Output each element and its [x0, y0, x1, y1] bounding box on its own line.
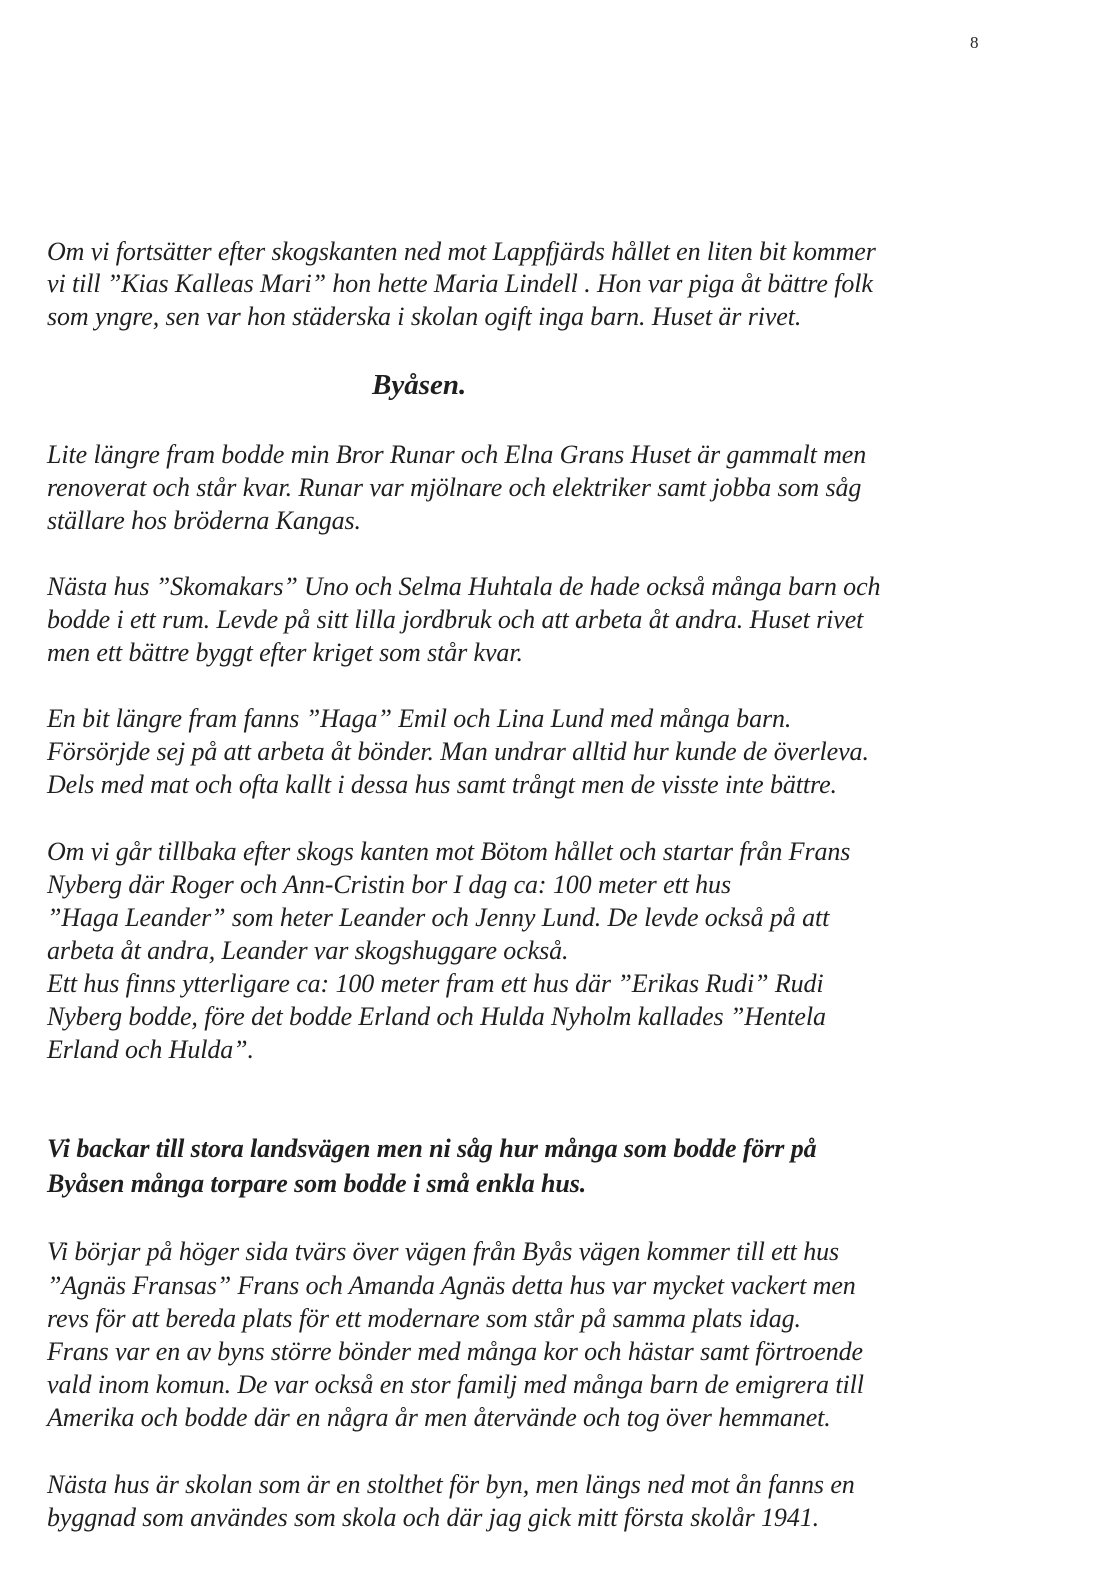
text-line: ”Haga Leander” som heter Leander och Jenny Lund. De levde också på att [47, 903, 830, 932]
text-line: Nästa hus är skolan som är en stolthet för byn, men längs ned mot ån fanns en [47, 1470, 855, 1499]
section-heading: Byåsen. [372, 369, 467, 401]
text-line: ställare hos bröderna Kangas. [47, 506, 361, 535]
text-line: Om vi går tillbaka efter skogs kanten mot Bötom hållet och startar från Frans [47, 837, 851, 866]
text-line: revs för att bereda plats för ett modernare som står på samma plats idag. [47, 1304, 801, 1333]
page-number: 8 [970, 33, 979, 52]
text-line: Amerika och bodde där en några år men återvände och tog över hemmanet. [47, 1403, 831, 1432]
text-line: Vi börjar på höger sida tvärs över vägen från Byås vägen kommer till ett hus [47, 1237, 840, 1266]
text-line: Ett hus finns ytterligare ca: 100 meter fram ett hus där ”Erikas Rudi” Rudi [47, 969, 824, 998]
text-line: ”Agnäs Fransas” Frans och Amanda Agnäs detta hus var mycket vackert men [47, 1271, 856, 1300]
text-line: vi till ”Kias Kalleas Mari” hon hette Maria Lindell . Hon var piga åt bättre folk [47, 269, 873, 298]
text-line: men ett bättre byggt efter kriget som står kvar. [47, 638, 523, 667]
text-line: som yngre, sen var hon städerska i skolan ogift inga barn. Huset är rivet. [47, 302, 802, 331]
text-line: arbeta åt andra, Leander var skogshuggare också. [47, 936, 569, 965]
text-line: En bit längre fram fanns ”Haga” Emil och Lina Lund med många barn. [47, 704, 792, 733]
text-line: vald inom komun. De var också en stor familj med många barn de emigrera till [47, 1370, 864, 1399]
text-line: Nästa hus ”Skomakars” Uno och Selma Huhtala de hade också många barn och [47, 572, 881, 601]
text-line: Om vi fortsätter efter skogskanten ned mot Lappfjärds hållet en liten bit kommer [47, 237, 876, 266]
text-line: bodde i ett rum. Levde på sitt lilla jordbruk och att arbeta åt andra. Huset rivet [47, 605, 864, 634]
text-line: Lite längre fram bodde min Bror Runar och Elna Grans Huset är gammalt men [47, 440, 867, 469]
bold-text-line: Vi backar till stora landsvägen men ni såg hur många som bodde förr på [47, 1134, 817, 1163]
text-line: Frans var en av byns större bönder med många kor och hästar samt förtroende [47, 1337, 863, 1366]
text-line: Nyberg där Roger och Ann-Cristin bor I dag ca: 100 meter ett hus [47, 870, 731, 899]
text-line: renoverat och står kvar. Runar var mjölnare och elektriker samt jobba som såg [47, 473, 862, 502]
text-line: byggnad som användes som skola och där jag gick mitt första skolår 1941. [47, 1503, 820, 1532]
text-line: Erland och Hulda”. [47, 1035, 254, 1064]
text-line: Försörjde sej på att arbeta åt bönder. Man undrar alltid hur kunde de överleva. [47, 737, 869, 766]
bold-text-line: Byåsen många torpare som bodde i små enkla hus. [47, 1169, 587, 1198]
text-line: Dels med mat och ofta kallt i dessa hus samt trångt men de visste inte bättre. [47, 770, 837, 799]
text-line: Nyberg bodde, före det bodde Erland och Hulda Nyholm kallades ”Hentela [47, 1002, 826, 1031]
